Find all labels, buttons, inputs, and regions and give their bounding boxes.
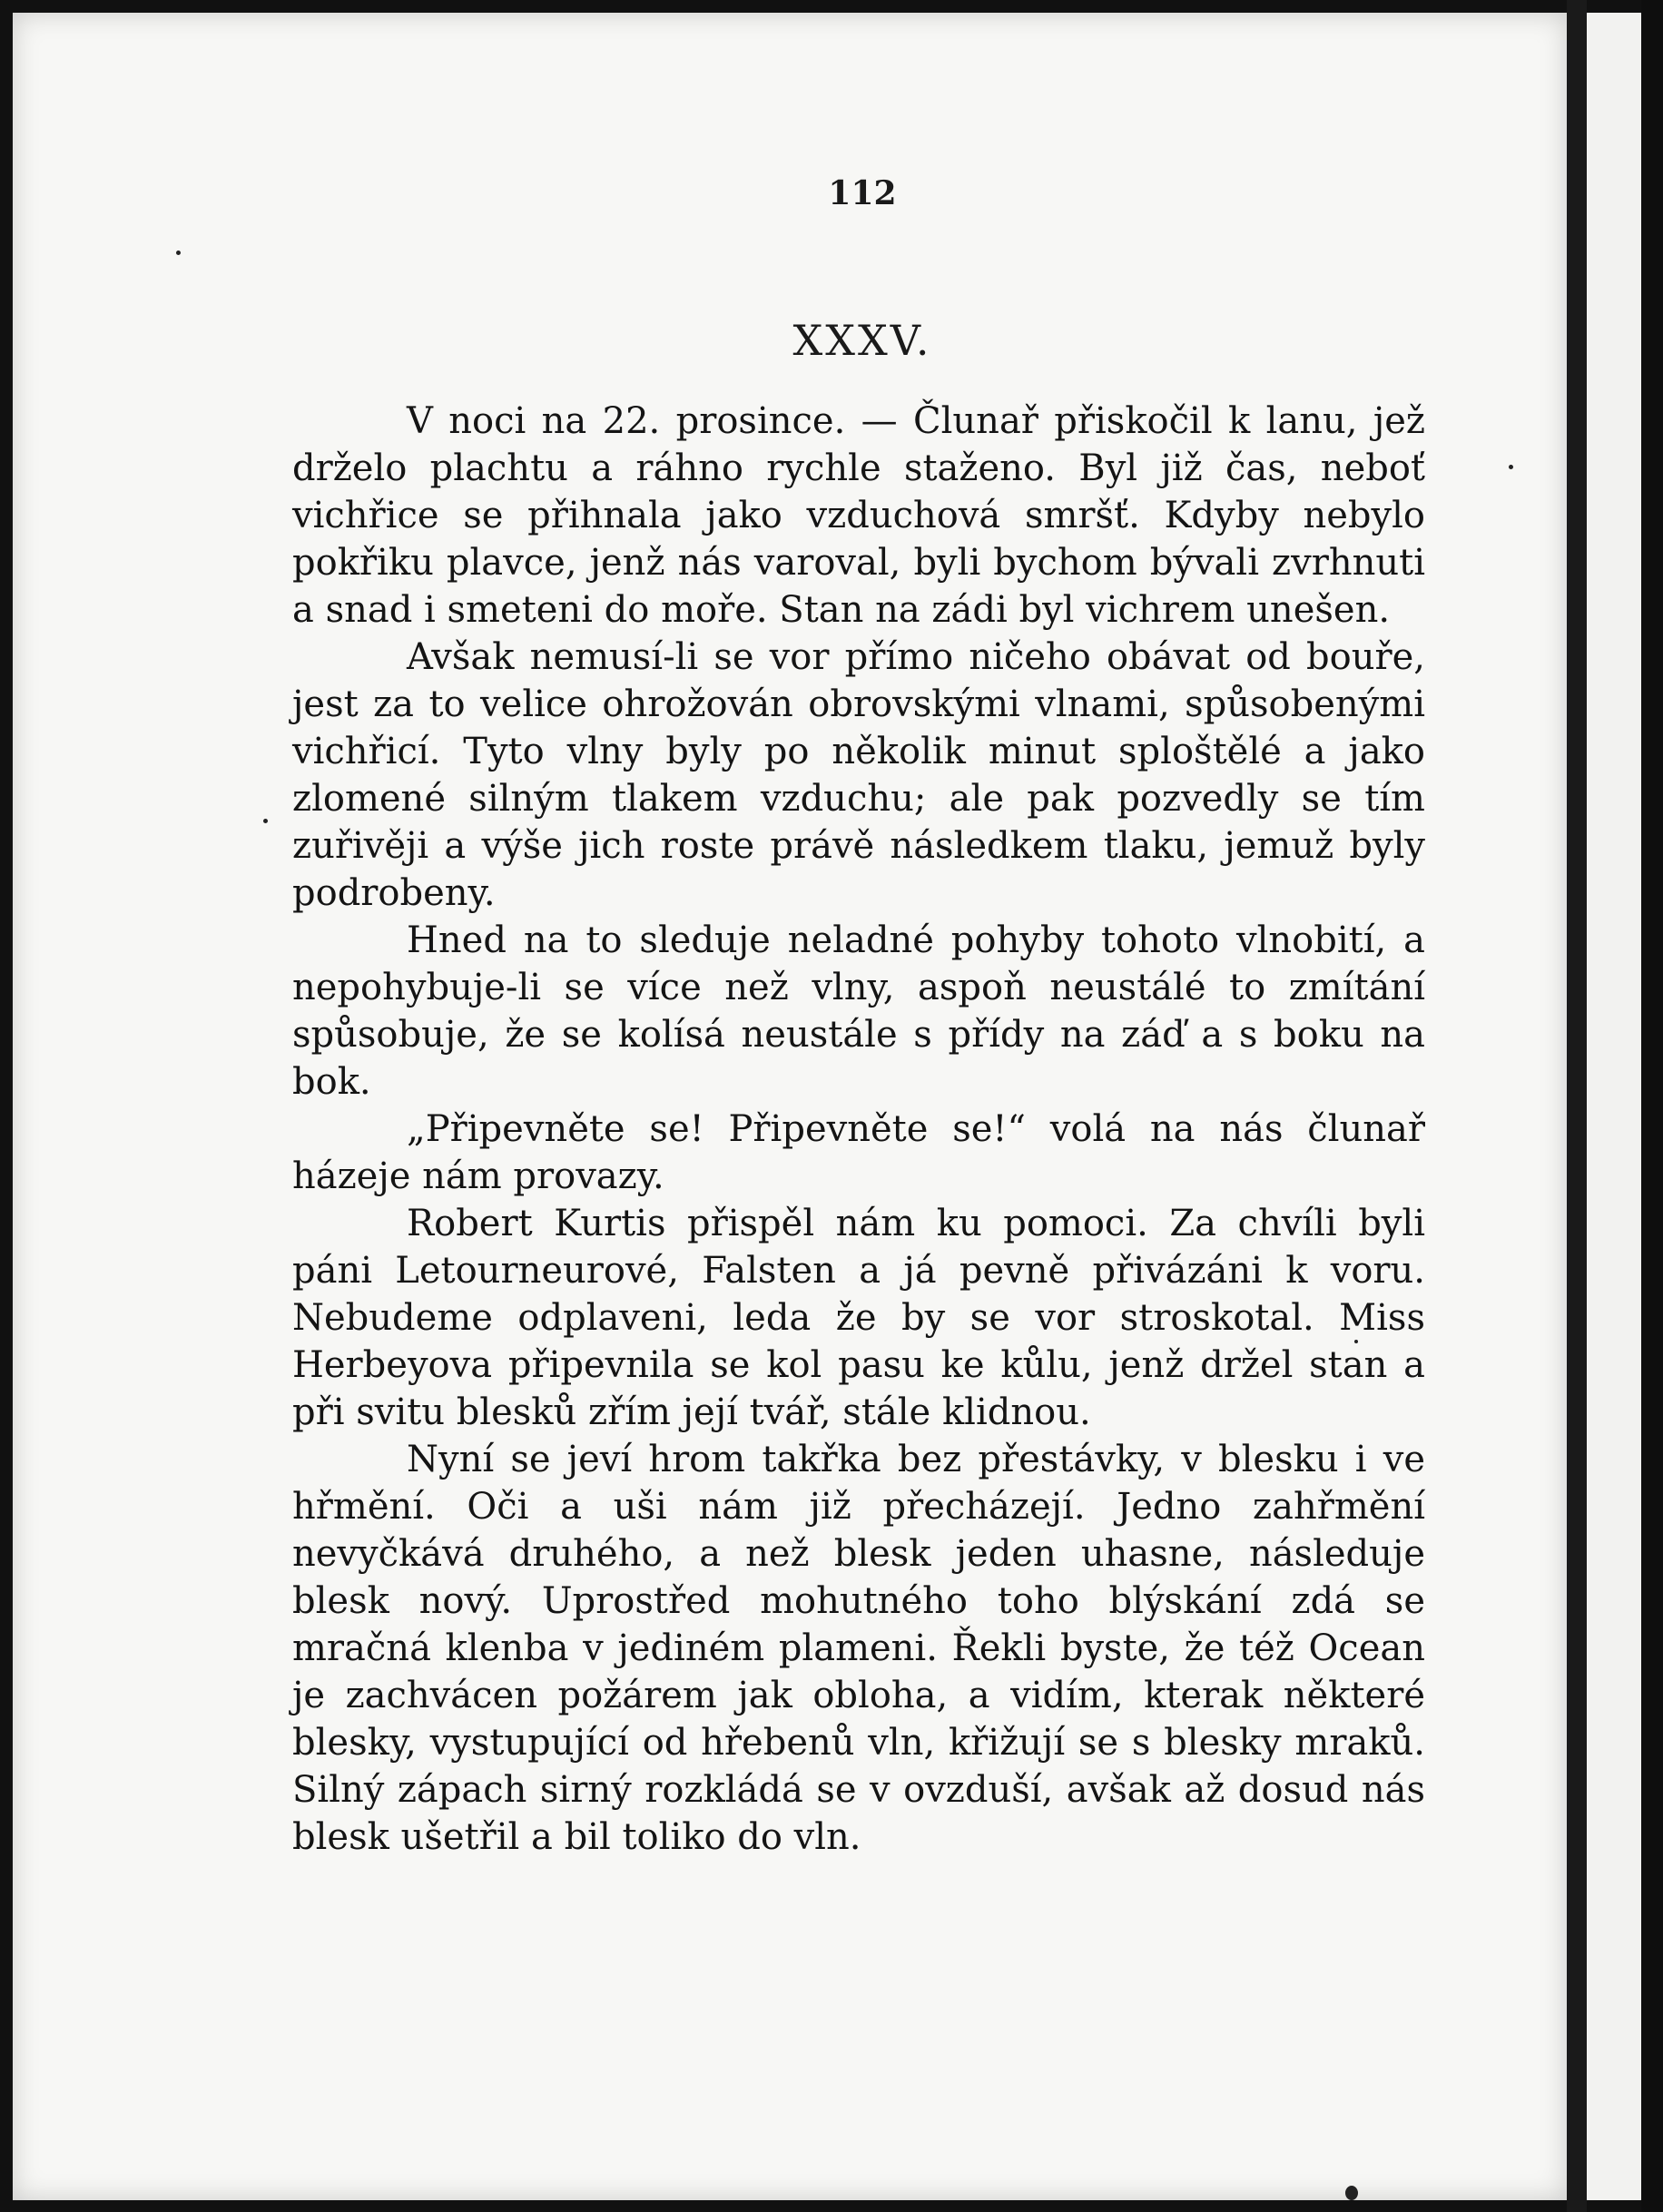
paragraph: Robert Kurtis přispěl nám ku pomoci. Za chvíli byli páni Letourneurové, Falsten a já pevně přivázáni k voru. Nebudeme odplaveni, leda že by se vor stroskotal. Miss Herbeyova připevnila se kol pasu ke kůlu, jenž držel stan a při svitu blesků zřím její tvář, stále klidnou.: [292, 1203, 1425, 1433]
page-number: 112: [828, 174, 897, 212]
paragraph: Avšak nemusí-li se vor přímo ničeho obávat od bouře, jest za to velice ohrožován obrovskými vlnami, spůsobenými vichřicí. Tyto vlny byly po několik minut sploštělé a jako zlomené silným tlakem vzduchu; ale pak pozvedly se tím zuřivěji a výše jich roste právě následkem tlaku, jemuž byly podrobeny.: [292, 636, 1425, 914]
paragraph: V noci na 22. prosince. — Člunař přiskočil k lanu, jež drželo plachtu a ráhno rychle staženo. Byl již čas, neboť vichřice se přihnala jako vzduchová smršť. Kdyby nebylo pokřiku plavce, jenž nás varoval, byli bychom bývali zvrhnuti a snad i smeteni do moře. Stan na zádi byl vichrem unešen.: [292, 400, 1425, 631]
scan-gutter: [1567, 0, 1587, 2212]
chapter-heading: XXXV.: [792, 316, 932, 365]
paragraph: Nyní se jeví hrom takřka bez přestávky, v blesku i ve hřmění. Oči a uši nám již přecházejí. Jedno zahřmění nevyčkává druhého, a než blesk jeden uhasne, následuje blesk nový. Uprostřed mohutného toho blýskání zdá se mračná klenba v jediném plameni. Řekli byste, že též Ocean je zachvácen požárem jak obloha, a vidím, kterak některé blesky, vystupující od hřebenů vln, křižují se s blesky mraků. Silný zápach sirný rozkládá se v ovzduší, avšak až dosud nás blesk ušetřil a bil toliko do vln.: [292, 1439, 1425, 1858]
scan-border: [1641, 0, 1663, 2212]
print-speck: [1345, 2186, 1358, 2200]
paragraph: „Připevněte se! Připevněte se!“ volá na nás člunař házeje nám provazy.: [292, 1108, 1425, 1197]
chapter-body: [292, 398, 1425, 1861]
print-speck: [263, 819, 268, 823]
next-page-edge: [1587, 13, 1641, 2200]
paragraph: Hned na to sleduje neladné pohyby tohoto vlnobití, a nepohybuje-li se více než vlny, aspoň neustálé to zmítání spůsobuje, že se kolísá neustále s přídy na záď a s boku na bok.: [292, 919, 1425, 1103]
print-speck: [176, 251, 181, 255]
print-speck: [1509, 465, 1513, 469]
